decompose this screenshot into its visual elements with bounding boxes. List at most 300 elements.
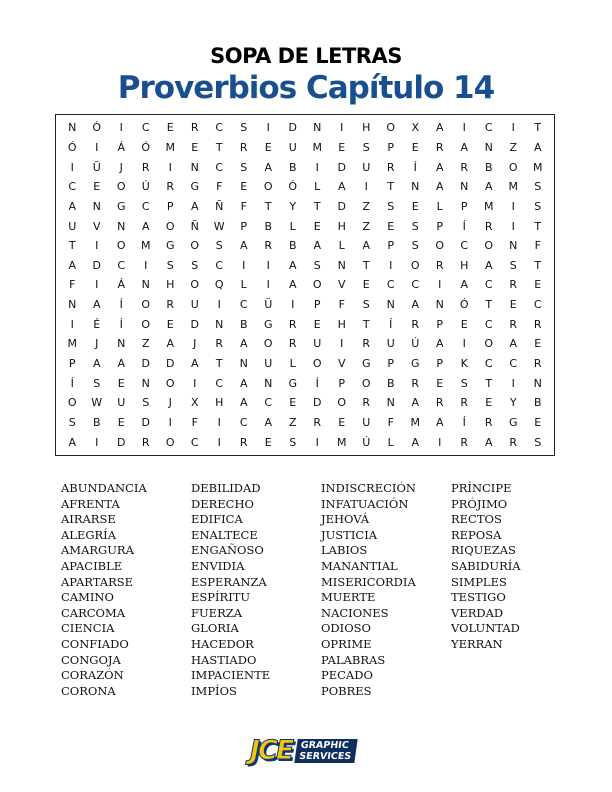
grid-cell[interactable]: F [69, 278, 76, 292]
grid-cell[interactable]: P [436, 357, 444, 371]
grid-cell[interactable]: C [215, 376, 224, 390]
grid-cell[interactable]: L [387, 435, 394, 449]
grid-cell[interactable]: M [410, 416, 420, 430]
grid-cell[interactable]: P [338, 376, 346, 390]
grid-cell[interactable]: S [411, 239, 419, 253]
grid-cell[interactable]: H [362, 121, 371, 135]
grid-cell[interactable]: O [165, 219, 175, 233]
grid-cell[interactable]: E [117, 376, 125, 390]
grid-cell[interactable]: T [215, 140, 223, 154]
grid-cell[interactable]: E [460, 317, 468, 331]
grid-cell[interactable]: E [240, 180, 248, 194]
grid-cell[interactable]: D [190, 317, 199, 331]
grid-cell[interactable]: Y [289, 199, 297, 213]
grid-cell[interactable]: O [337, 396, 347, 410]
grid-cell[interactable]: O [263, 180, 273, 194]
grid-cell[interactable]: Ú [141, 180, 150, 194]
grid-cell[interactable]: E [509, 298, 517, 312]
grid-cell[interactable]: U [190, 298, 199, 312]
grid-cell[interactable]: Ú [362, 435, 371, 449]
grid-cell[interactable]: G [190, 180, 200, 194]
grid-cell[interactable]: S [313, 258, 321, 272]
grid-cell[interactable]: R [288, 317, 297, 331]
grid-cell[interactable]: B [239, 317, 248, 331]
grid-cell[interactable]: W [213, 219, 225, 233]
grid-cell[interactable]: O [361, 376, 371, 390]
grid-cell[interactable]: E [485, 396, 493, 410]
grid-cell[interactable]: B [386, 376, 395, 390]
grid-cell[interactable]: R [239, 435, 248, 449]
grid-cell[interactable]: Z [288, 416, 297, 430]
grid-cell[interactable]: M [165, 140, 175, 154]
grid-cell[interactable]: M [67, 337, 77, 351]
grid-cell[interactable]: O [386, 121, 396, 135]
grid-cell[interactable]: I [511, 376, 515, 390]
grid-cell[interactable]: A [460, 278, 469, 292]
grid-cell[interactable]: A [68, 258, 77, 272]
grid-cell[interactable]: Z [509, 140, 518, 154]
grid-cell[interactable]: O [165, 376, 175, 390]
grid-cell[interactable]: I [193, 376, 197, 390]
grid-cell[interactable]: R [533, 317, 542, 331]
grid-cell[interactable]: A [92, 357, 101, 371]
grid-cell[interactable]: O [190, 278, 200, 292]
grid-cell[interactable]: R [166, 180, 175, 194]
grid-cell[interactable]: E [362, 278, 370, 292]
grid-cell[interactable]: P [460, 199, 468, 213]
grid-cell[interactable]: A [337, 180, 346, 194]
grid-cell[interactable]: O [410, 258, 420, 272]
grid-cell[interactable]: R [166, 298, 175, 312]
grid-cell[interactable]: R [435, 140, 444, 154]
grid-cell[interactable]: C [460, 239, 469, 253]
grid-cell[interactable]: O [116, 180, 126, 194]
grid-cell[interactable]: E [411, 140, 419, 154]
grid-cell[interactable]: U [288, 140, 297, 154]
grid-cell[interactable]: M [533, 160, 543, 174]
grid-cell[interactable]: I [462, 121, 466, 135]
grid-cell[interactable]: E [191, 140, 199, 154]
grid-cell[interactable]: B [288, 160, 297, 174]
grid-cell[interactable]: S [191, 258, 199, 272]
grid-cell[interactable]: Í [119, 298, 123, 312]
grid-cell[interactable]: A [533, 140, 542, 154]
grid-cell[interactable]: A [264, 416, 273, 430]
grid-cell[interactable]: R [362, 396, 371, 410]
grid-cell[interactable]: S [166, 258, 174, 272]
grid-cell[interactable]: N [215, 317, 224, 331]
grid-cell[interactable]: E [338, 416, 346, 430]
grid-cell[interactable]: R [411, 317, 420, 331]
grid-cell[interactable]: T [313, 199, 321, 213]
grid-cell[interactable]: N [509, 239, 518, 253]
grid-cell[interactable]: U [117, 396, 126, 410]
grid-cell[interactable]: S [68, 416, 76, 430]
grid-cell[interactable]: D [166, 357, 175, 371]
grid-cell[interactable]: Í [315, 376, 319, 390]
grid-cell[interactable]: S [362, 140, 370, 154]
grid-cell[interactable]: T [534, 219, 542, 233]
grid-cell[interactable]: A [68, 199, 77, 213]
grid-cell[interactable]: G [361, 357, 371, 371]
grid-cell[interactable]: D [337, 160, 346, 174]
grid-cell[interactable]: I [438, 278, 442, 292]
grid-cell[interactable]: E [264, 140, 272, 154]
grid-cell[interactable]: E [264, 435, 272, 449]
grid-cell[interactable]: J [193, 337, 197, 351]
grid-cell[interactable]: R [460, 435, 469, 449]
grid-cell[interactable]: I [315, 160, 319, 174]
grid-cell[interactable]: O [141, 298, 151, 312]
grid-cell[interactable]: Ú [411, 337, 420, 351]
grid-cell[interactable]: T [215, 357, 223, 371]
grid-cell[interactable]: M [141, 239, 151, 253]
grid-cell[interactable]: C [239, 416, 248, 430]
grid-cell[interactable]: O [141, 317, 151, 331]
grid-cell[interactable]: S [411, 219, 419, 233]
grid-cell[interactable]: R [509, 278, 518, 292]
grid-cell[interactable]: S [289, 435, 297, 449]
grid-cell[interactable]: A [509, 337, 518, 351]
grid-cell[interactable]: I [266, 121, 270, 135]
grid-cell[interactable]: C [533, 298, 542, 312]
grid-cell[interactable]: N [239, 357, 248, 371]
grid-cell[interactable]: R [362, 337, 371, 351]
grid-cell[interactable]: E [387, 219, 395, 233]
grid-cell[interactable]: O [165, 435, 175, 449]
grid-cell[interactable]: O [312, 278, 322, 292]
grid-cell[interactable]: Á [117, 278, 126, 292]
grid-cell[interactable]: I [70, 160, 74, 174]
grid-cell[interactable]: R [509, 435, 518, 449]
grid-cell[interactable]: A [141, 219, 150, 233]
grid-cell[interactable]: F [338, 298, 345, 312]
grid-cell[interactable]: O [190, 239, 200, 253]
grid-cell[interactable]: U [362, 416, 371, 430]
grid-cell[interactable]: Ü [264, 298, 273, 312]
grid-cell[interactable]: R [533, 357, 542, 371]
grid-cell[interactable]: S [240, 121, 248, 135]
grid-cell[interactable]: V [337, 278, 346, 292]
grid-cell[interactable]: I [511, 199, 515, 213]
grid-cell[interactable]: Z [362, 199, 371, 213]
grid-cell[interactable]: S [362, 298, 370, 312]
grid-cell[interactable]: O [67, 396, 77, 410]
grid-cell[interactable]: I [95, 435, 99, 449]
grid-cell[interactable]: G [410, 357, 420, 371]
grid-cell[interactable]: I [119, 121, 123, 135]
grid-cell[interactable]: É [93, 317, 101, 331]
grid-cell[interactable]: I [511, 219, 515, 233]
grid-cell[interactable]: S [460, 376, 468, 390]
grid-cell[interactable]: O [263, 337, 273, 351]
grid-cell[interactable]: S [240, 160, 248, 174]
grid-cell[interactable]: H [166, 278, 175, 292]
grid-cell[interactable]: I [462, 337, 466, 351]
grid-cell[interactable]: D [141, 416, 150, 430]
grid-cell[interactable]: R [141, 435, 150, 449]
grid-cell[interactable]: Ó [288, 180, 298, 194]
grid-cell[interactable]: I [95, 278, 99, 292]
grid-cell[interactable]: R [386, 160, 395, 174]
grid-cell[interactable]: O [484, 337, 494, 351]
grid-cell[interactable]: N [68, 121, 77, 135]
grid-cell[interactable]: A [117, 357, 126, 371]
grid-cell[interactable]: V [337, 357, 346, 371]
grid-cell[interactable]: A [435, 180, 444, 194]
grid-cell[interactable]: I [168, 416, 172, 430]
grid-cell[interactable]: D [337, 199, 346, 213]
grid-cell[interactable]: T [264, 199, 272, 213]
grid-cell[interactable]: C [484, 121, 493, 135]
grid-cell[interactable]: N [141, 278, 150, 292]
grid-cell[interactable]: P [387, 239, 395, 253]
grid-cell[interactable]: F [191, 416, 198, 430]
grid-cell[interactable]: I [389, 258, 393, 272]
grid-cell[interactable]: X [411, 121, 420, 135]
grid-cell[interactable]: Í [70, 376, 74, 390]
grid-cell[interactable]: G [288, 376, 298, 390]
grid-cell[interactable]: P [68, 357, 76, 371]
grid-cell[interactable]: A [411, 435, 420, 449]
grid-cell[interactable]: P [436, 317, 444, 331]
grid-cell[interactable]: N [92, 199, 101, 213]
grid-cell[interactable]: J [168, 396, 172, 410]
grid-cell[interactable]: N [460, 180, 469, 194]
grid-cell[interactable]: Ó [67, 140, 77, 154]
grid-cell[interactable]: C [386, 278, 395, 292]
grid-cell[interactable]: E [338, 140, 346, 154]
grid-cell[interactable]: Z [141, 337, 150, 351]
grid-cell[interactable]: S [387, 199, 395, 213]
grid-cell[interactable]: S [142, 396, 150, 410]
grid-cell[interactable]: C [215, 160, 224, 174]
grid-cell[interactable]: O [484, 239, 494, 253]
grid-cell[interactable]: A [484, 180, 493, 194]
grid-cell[interactable]: I [364, 180, 368, 194]
grid-cell[interactable]: N [190, 160, 199, 174]
grid-cell[interactable]: C [264, 396, 273, 410]
grid-cell[interactable]: U [68, 219, 77, 233]
grid-cell[interactable]: N [141, 376, 150, 390]
grid-cell[interactable]: O [508, 160, 518, 174]
grid-cell[interactable]: T [387, 180, 395, 194]
grid-cell[interactable]: Ó [459, 298, 469, 312]
grid-cell[interactable]: P [166, 199, 174, 213]
grid-cell[interactable]: A [484, 435, 493, 449]
grid-cell[interactable]: K [460, 357, 468, 371]
grid-cell[interactable]: I [217, 435, 221, 449]
grid-cell[interactable]: A [239, 396, 248, 410]
grid-cell[interactable]: Y [509, 396, 517, 410]
grid-cell[interactable]: U [386, 337, 395, 351]
grid-cell[interactable]: M [508, 180, 518, 194]
grid-cell[interactable]: B [288, 239, 297, 253]
grid-cell[interactable]: F [534, 239, 541, 253]
grid-cell[interactable]: N [117, 219, 126, 233]
grid-cell[interactable]: E [534, 416, 542, 430]
grid-cell[interactable]: F [216, 180, 223, 194]
grid-cell[interactable]: T [485, 298, 493, 312]
grid-cell[interactable]: R [264, 239, 273, 253]
grid-cell[interactable]: B [533, 396, 542, 410]
grid-cell[interactable]: O [312, 357, 322, 371]
grid-cell[interactable]: Í [462, 219, 466, 233]
grid-cell[interactable]: R [435, 396, 444, 410]
grid-cell[interactable]: S [534, 180, 542, 194]
grid-cell[interactable]: E [166, 121, 174, 135]
grid-cell[interactable]: N [264, 376, 273, 390]
grid-cell[interactable]: Í [413, 160, 417, 174]
grid-cell[interactable]: A [411, 298, 420, 312]
grid-cell[interactable]: D [92, 258, 101, 272]
grid-cell[interactable]: E [411, 199, 419, 213]
grid-cell[interactable]: E [534, 337, 542, 351]
grid-cell[interactable]: E [166, 317, 174, 331]
grid-cell[interactable]: F [240, 199, 247, 213]
grid-cell[interactable]: W [91, 396, 103, 410]
grid-cell[interactable]: A [435, 416, 444, 430]
grid-cell[interactable]: B [484, 160, 493, 174]
grid-cell[interactable]: I [340, 121, 344, 135]
grid-cell[interactable]: I [315, 435, 319, 449]
grid-cell[interactable]: G [508, 416, 518, 430]
grid-cell[interactable]: L [289, 357, 296, 371]
grid-cell[interactable]: N [533, 376, 542, 390]
grid-cell[interactable]: N [68, 298, 77, 312]
grid-cell[interactable]: I [511, 121, 515, 135]
grid-cell[interactable]: C [141, 199, 150, 213]
grid-cell[interactable]: I [291, 298, 295, 312]
grid-cell[interactable]: G [116, 199, 126, 213]
grid-cell[interactable]: S [534, 199, 542, 213]
grid-cell[interactable]: C [484, 278, 493, 292]
grid-cell[interactable]: C [215, 258, 224, 272]
grid-cell[interactable]: A [362, 239, 371, 253]
grid-cell[interactable]: A [411, 396, 420, 410]
grid-cell[interactable]: T [362, 258, 370, 272]
grid-cell[interactable]: L [289, 219, 296, 233]
grid-cell[interactable]: C [484, 317, 493, 331]
grid-cell[interactable]: N [386, 396, 395, 410]
grid-cell[interactable]: Í [119, 317, 123, 331]
grid-cell[interactable]: I [95, 140, 99, 154]
grid-cell[interactable]: E [93, 180, 101, 194]
grid-cell[interactable]: H [337, 219, 346, 233]
grid-cell[interactable]: J [95, 337, 99, 351]
grid-cell[interactable]: C [484, 357, 493, 371]
grid-cell[interactable]: H [460, 258, 469, 272]
grid-cell[interactable]: Ñ [215, 199, 224, 213]
grid-cell[interactable]: P [387, 357, 395, 371]
grid-cell[interactable]: R [141, 160, 150, 174]
grid-cell[interactable]: R [484, 416, 493, 430]
grid-cell[interactable]: A [435, 337, 444, 351]
grid-cell[interactable]: N [386, 298, 395, 312]
grid-cell[interactable]: C [411, 278, 420, 292]
grid-cell[interactable]: R [239, 140, 248, 154]
grid-cell[interactable]: I [266, 278, 270, 292]
grid-cell[interactable]: I [438, 435, 442, 449]
grid-cell[interactable]: R [460, 160, 469, 174]
grid-cell[interactable]: Á [117, 140, 126, 154]
grid-cell[interactable]: I [217, 416, 221, 430]
grid-cell[interactable]: A [190, 199, 199, 213]
grid-cell[interactable]: B [264, 219, 273, 233]
grid-cell[interactable]: L [240, 278, 247, 292]
grid-cell[interactable]: Ñ [190, 219, 199, 233]
grid-cell[interactable]: P [436, 219, 444, 233]
grid-cell[interactable]: P [240, 219, 248, 233]
grid-cell[interactable]: E [313, 317, 321, 331]
grid-cell[interactable]: S [534, 435, 542, 449]
grid-cell[interactable]: N [313, 121, 322, 135]
grid-cell[interactable]: Í [389, 317, 393, 331]
grid-cell[interactable]: G [263, 317, 273, 331]
grid-cell[interactable]: L [314, 180, 321, 194]
grid-cell[interactable]: U [362, 160, 371, 174]
grid-cell[interactable]: P [313, 298, 321, 312]
grid-cell[interactable]: A [264, 160, 273, 174]
grid-cell[interactable]: F [387, 416, 394, 430]
grid-cell[interactable]: D [313, 396, 322, 410]
grid-cell[interactable]: X [190, 396, 199, 410]
grid-cell[interactable]: I [70, 317, 74, 331]
grid-cell[interactable]: R [288, 337, 297, 351]
grid-cell[interactable]: P [387, 140, 395, 154]
grid-cell[interactable]: R [313, 416, 322, 430]
grid-cell[interactable]: E [534, 278, 542, 292]
grid-cell[interactable]: A [239, 337, 248, 351]
grid-cell[interactable]: O [435, 239, 445, 253]
grid-cell[interactable]: S [215, 239, 223, 253]
grid-cell[interactable]: T [534, 121, 542, 135]
grid-cell[interactable]: Í [462, 416, 466, 430]
grid-cell[interactable]: C [190, 435, 199, 449]
grid-cell[interactable]: A [435, 160, 444, 174]
grid-cell[interactable]: I [242, 258, 246, 272]
grid-cell[interactable]: A [92, 298, 101, 312]
grid-cell[interactable]: Ũ [92, 160, 101, 174]
grid-cell[interactable]: Ó [141, 140, 151, 154]
grid-cell[interactable]: R [460, 396, 469, 410]
grid-cell[interactable]: L [436, 199, 443, 213]
grid-cell[interactable]: A [239, 376, 248, 390]
grid-cell[interactable]: S [509, 258, 517, 272]
grid-cell[interactable]: I [340, 337, 344, 351]
grid-cell[interactable]: N [484, 140, 493, 154]
grid-cell[interactable]: D [141, 357, 150, 371]
grid-cell[interactable]: I [144, 258, 148, 272]
grid-cell[interactable]: C [141, 121, 150, 135]
grid-cell[interactable]: C [68, 180, 77, 194]
grid-cell[interactable]: R [435, 258, 444, 272]
grid-cell[interactable]: N [435, 298, 444, 312]
grid-cell[interactable]: A [484, 258, 493, 272]
grid-cell[interactable]: I [95, 239, 99, 253]
grid-cell[interactable]: G [165, 239, 175, 253]
grid-cell[interactable]: Q [214, 278, 224, 292]
grid-cell[interactable]: C [215, 121, 224, 135]
grid-cell[interactable]: T [485, 376, 493, 390]
grid-cell[interactable]: A [166, 337, 175, 351]
grid-cell[interactable]: D [288, 121, 297, 135]
grid-cell[interactable]: N [411, 180, 420, 194]
grid-cell[interactable]: O [116, 239, 126, 253]
grid-cell[interactable]: C [117, 258, 126, 272]
grid-cell[interactable]: A [460, 140, 469, 154]
grid-cell[interactable]: M [337, 435, 347, 449]
